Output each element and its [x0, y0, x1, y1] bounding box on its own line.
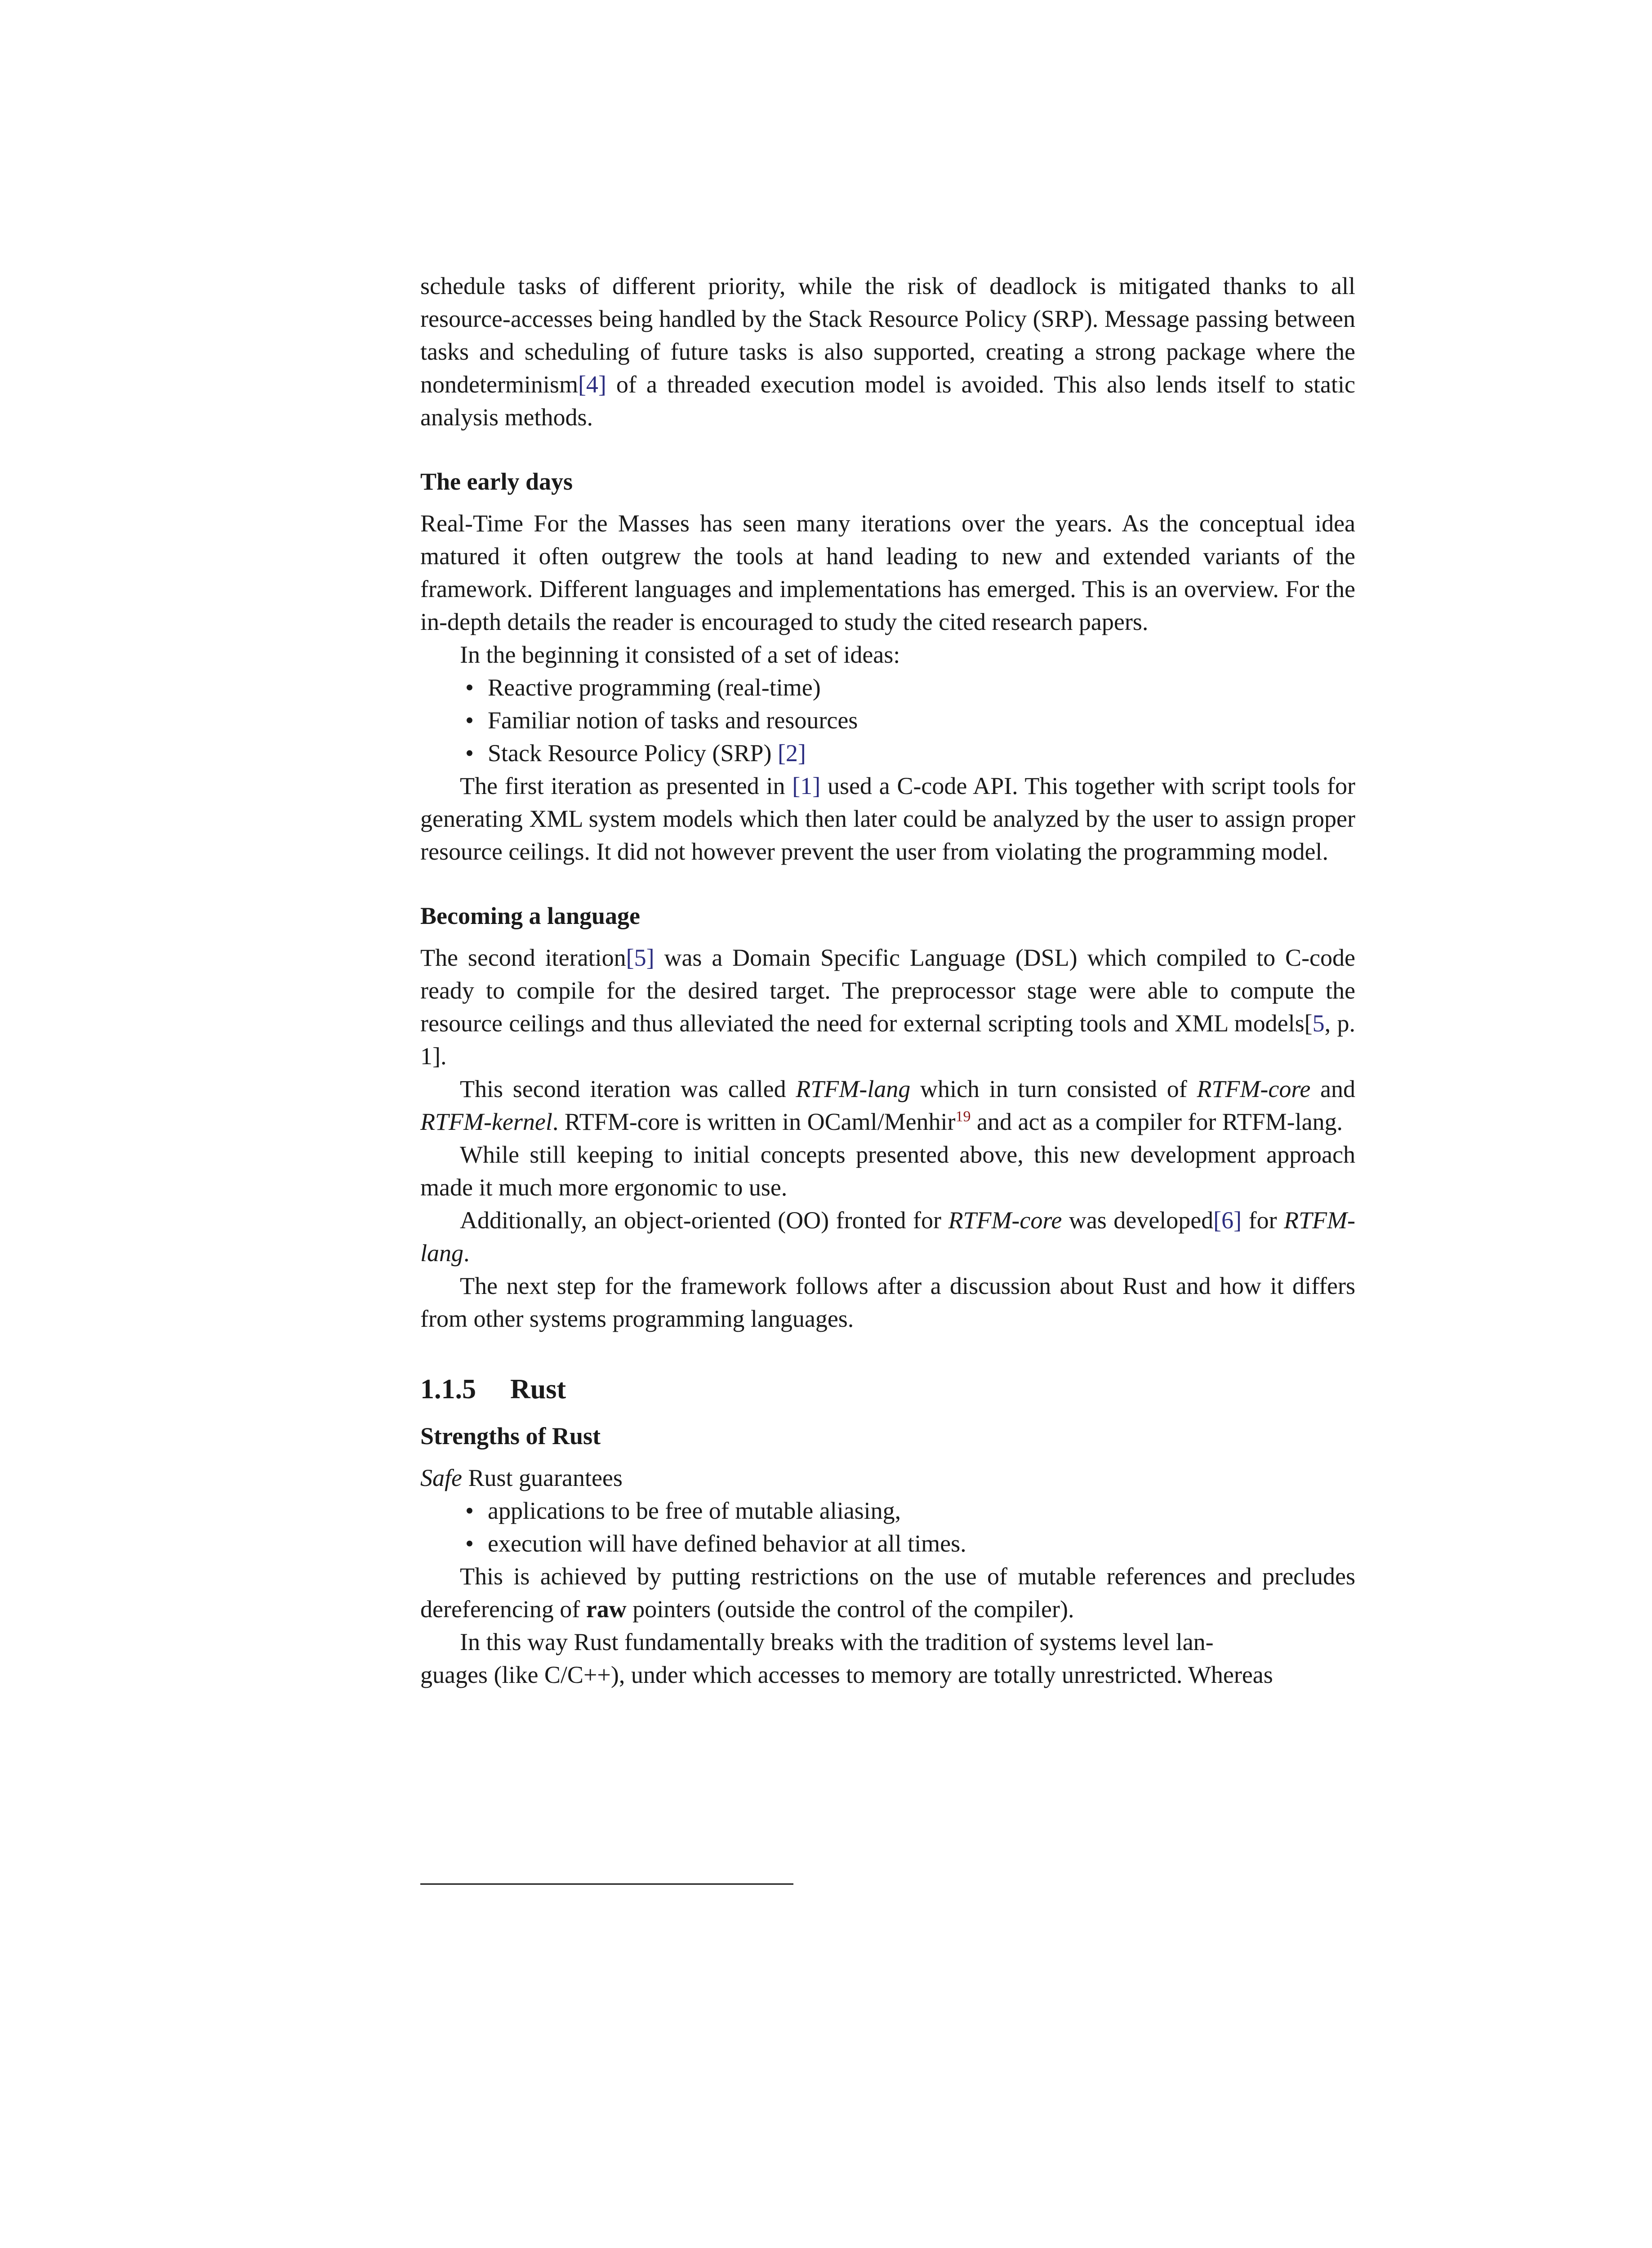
ideas-list — [420, 671, 1355, 770]
early-paragraph-1: Real-Time For the Masses has seen many iterations over the years. As the conceptual idea matured it often outgrew the tools at hand leading to new and extended variants of the framework. Different languages and implementations has emerged. This is an overview. For the in-depth details the reader is encouraged to study the cited research papers. — [420, 510, 1355, 635]
intro-paragraph — [420, 270, 1355, 434]
lang-paragraph-5: The next step for the framework follows after a discussion about Rust and how it differs from other systems programming languages. — [420, 1272, 1355, 1332]
section-number: 1.1.5 — [420, 1374, 476, 1405]
citation-6[interactable]: [6] — [1213, 1207, 1242, 1234]
list-item: • Familiar notion of tasks and resources — [420, 704, 1355, 737]
section-title: Rust — [510, 1374, 566, 1405]
list-item: • execution will have defined behavior at all times. — [420, 1527, 1355, 1560]
rust-paragraph-1: Safe Rust guarantees — [420, 1464, 623, 1491]
rust-paragraph-3-line-1: In this way Rust fundamentally breaks with the tradition of systems level lan- — [460, 1628, 1214, 1655]
bullet-icon: • — [465, 1530, 474, 1557]
bullet-icon: • — [465, 1497, 474, 1524]
intro-text-b: of a threaded execution model is avoided. This also lends itself to static analysis methods. — [420, 371, 1355, 431]
heading-becoming-language: Becoming a language — [420, 902, 641, 929]
lang-paragraph-3: While still keeping to initial concepts presented above, this new development approach made it much more ergonomic to use. — [420, 1141, 1355, 1201]
section-heading-rust — [420, 1371, 1355, 1407]
rust-paragraph-2: This is achieved by putting restrictions on the use of mutable references and precludes dereferencing of raw pointers (outside the control of the compiler). — [420, 1563, 1355, 1623]
lang-paragraph-2: This second iteration was called RTFM-lang which in turn consisted of RTFM-core and RTFM-kernel. RTFM-core is written in OCaml/Menhir$^{19}$ and act as a compiler for RTFM-lang. — [420, 1075, 1355, 1135]
citation-5-page[interactable]: 5 — [1312, 1010, 1325, 1037]
early-paragraph-3: The first iteration as presented in [1] used a C-code API. This together with script tools for generating XML system models which then later could be analyzed by the user to assign proper resource ceilings. It did not however prevent the user from violating the programming model. — [420, 772, 1355, 865]
bullet-icon: • — [465, 674, 474, 701]
list-item: • Stack Resource Policy (SRP) [2] — [420, 737, 1355, 770]
citation-4[interactable]: [4] — [578, 371, 606, 398]
bullet-icon: • — [465, 740, 474, 767]
list-item: • Reactive programming (real-time) — [420, 671, 1355, 704]
citation-5[interactable]: [5] — [626, 944, 655, 971]
lang-paragraph-1: The second iteration[5] was a Domain Specific Language (DSL) which compiled to C-code ready to compile for the desired target. The preprocessor stage were able to compute the resource ceilings and thus alleviated the need for external scripting tools and XML models[5, p. 1]. — [420, 944, 1356, 1070]
early-paragraph-2: In the beginning it consisted of a set of ideas: — [460, 641, 900, 668]
guarantees-list — [420, 1494, 1355, 1560]
lang-paragraph-4: Additionally, an object-oriented (OO) fronted for RTFM-core was developed[6] for RTFM-lang. — [420, 1207, 1355, 1267]
footnote-ref-19[interactable]: 19 — [955, 1108, 971, 1125]
heading-early-days: The early days — [420, 468, 573, 495]
heading-strengths-of-rust: Strengths of Rust — [420, 1423, 601, 1450]
citation-2[interactable]: [2] — [777, 740, 806, 767]
rust-paragraph-3-line-2: guages (like C/C++), under which accesses to memory are totally unrestricted. Whereas — [420, 1661, 1273, 1688]
bullet-icon: • — [465, 707, 474, 734]
list-item: • applications to be free of mutable aliasing, — [420, 1494, 1355, 1527]
page-body — [420, 270, 1355, 1691]
footnote-rule — [420, 1883, 793, 1885]
citation-1[interactable]: [1] — [792, 772, 821, 799]
intro-text-a: schedule tasks of different priority, while the risk of deadlock is mitigated thanks to all resource-accesses being handled by the Stack Resource Policy (SRP). Message passing between tasks and scheduling of future tasks is also supported, creating a strong package where the nondeterminism — [420, 272, 1355, 398]
